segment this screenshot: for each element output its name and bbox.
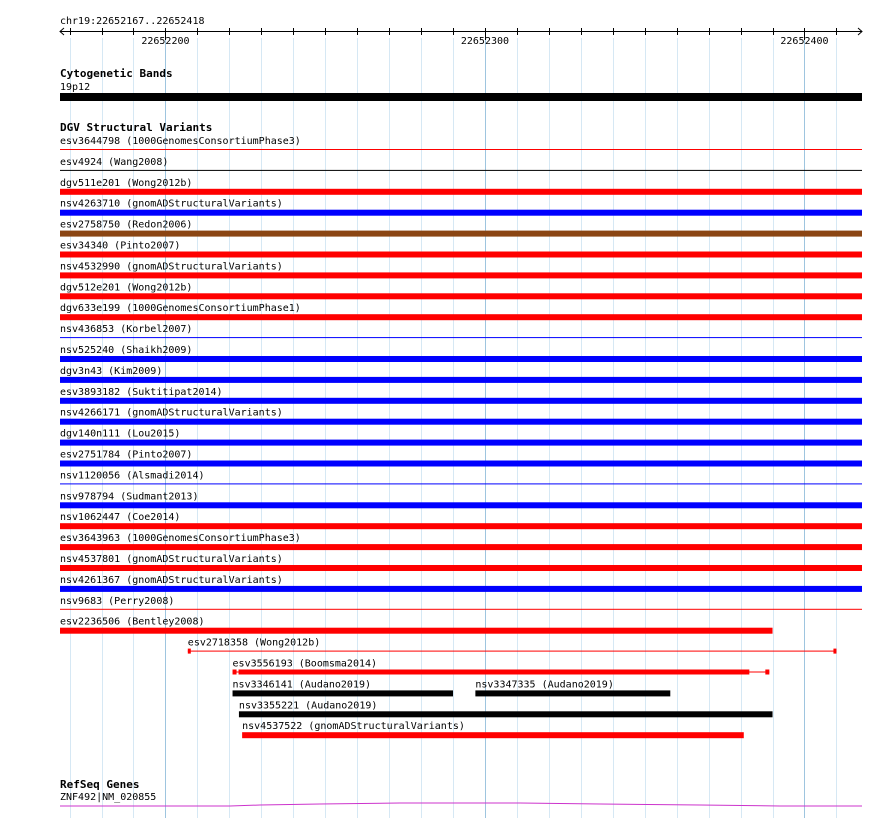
dgv-variant-row[interactable] bbox=[188, 638, 837, 654]
region-label: chr19:22652167..22652418 bbox=[60, 16, 205, 27]
dgv-variant-label: dgv511e201 (Wong2012b) bbox=[60, 177, 193, 189]
dgv-variant-bar[interactable] bbox=[475, 690, 670, 696]
dgv-variant-label: esv2751784 (Pinto2007) bbox=[60, 449, 193, 461]
dgv-variant-cap bbox=[188, 649, 191, 654]
dgv-variant-label: esv34340 (Pinto2007) bbox=[60, 240, 181, 252]
dgv-variant-label: esv3644798 (1000GenomesConsortiumPhase3) bbox=[60, 136, 301, 147]
dgv-variant-label: esv3556193 (Boomsma2014) bbox=[232, 658, 378, 670]
dgv-variant-bar[interactable] bbox=[239, 711, 773, 717]
dgv-variant-bar[interactable] bbox=[60, 252, 862, 258]
dgv-variant-bar[interactable] bbox=[60, 189, 862, 195]
dgv-variant-bar[interactable] bbox=[60, 170, 862, 171]
dgv-track-title: DGV Structural Variants bbox=[60, 121, 213, 134]
dgv-variant-bar[interactable] bbox=[60, 210, 862, 216]
grid-lines bbox=[71, 38, 837, 818]
dgv-variant-bar[interactable] bbox=[242, 732, 744, 738]
dgv-variant-label: nsv1062447 (Coe2014) bbox=[60, 512, 181, 524]
dgv-variant-label: nsv4537801 (gnomADStructuralVariants) bbox=[60, 554, 283, 565]
dgv-variant-bar[interactable] bbox=[60, 149, 862, 150]
dgv-variant-label: esv3643963 (1000GenomesConsortiumPhase3) bbox=[60, 533, 301, 545]
dgv-variant-label: nsv4266171 (gnomADStructuralVariants) bbox=[60, 407, 283, 419]
dgv-variant-row[interactable] bbox=[60, 617, 773, 634]
dgv-variant-bar[interactable] bbox=[60, 461, 862, 467]
dgv-variant-bar[interactable] bbox=[60, 293, 862, 299]
dgv-variant-block bbox=[765, 670, 769, 675]
dgv-variant-label: nsv525240 (Shaikh2009) bbox=[60, 345, 193, 356]
dgv-variant-bar[interactable] bbox=[60, 398, 862, 404]
cytoband-track-title: Cytogenetic Bands bbox=[60, 67, 173, 80]
cytoband-bar[interactable] bbox=[60, 93, 862, 101]
dgv-variant-label: esv2758750 (Redon2006) bbox=[60, 219, 193, 231]
dgv-variant-row[interactable] bbox=[233, 659, 770, 675]
dgv-variant-row[interactable] bbox=[475, 679, 670, 696]
dgv-variant-bar[interactable] bbox=[60, 419, 862, 425]
dgv-variant-cap bbox=[833, 649, 836, 654]
dgv-variant-bar[interactable] bbox=[60, 337, 862, 338]
dgv-variant-label: nsv978794 (Sudmant2013) bbox=[60, 491, 199, 503]
dgv-variant-label: dgv633e199 (1000GenomesConsortiumPhase1) bbox=[60, 303, 301, 315]
dgv-variant-bar[interactable] bbox=[60, 483, 862, 484]
dgv-variant-label: esv3893182 (Suktitipat2014) bbox=[60, 386, 223, 398]
dgv-variant-label: nsv4261367 (gnomADStructuralVariants) bbox=[60, 574, 283, 586]
dgv-variant-bar[interactable] bbox=[60, 440, 862, 446]
dgv-variant-row[interactable] bbox=[233, 679, 453, 696]
dgv-variant-bar[interactable] bbox=[60, 586, 862, 592]
dgv-variant-label: dgv3n43 (Kim2009) bbox=[60, 365, 163, 377]
refseq-track-title: RefSeq Genes bbox=[60, 778, 140, 791]
dgv-variant-block bbox=[239, 670, 750, 675]
dgv-variant-label: dgv512e201 (Wong2012b) bbox=[60, 282, 193, 294]
dgv-variant-bar[interactable] bbox=[60, 231, 862, 237]
dgv-variant-bar[interactable] bbox=[60, 272, 862, 278]
dgv-variant-bar[interactable] bbox=[60, 609, 862, 610]
refseq-gene-label: ZNF492|NM_020855 bbox=[60, 792, 157, 803]
cytoband-label: 19p12 bbox=[60, 82, 91, 93]
dgv-variant-label: nsv3355221 (Audano2019) bbox=[238, 700, 378, 712]
dgv-variant-label: nsv4263710 (gnomADStructuralVariants) bbox=[60, 198, 283, 210]
dgv-variant-label: nsv436853 (Korbel2007) bbox=[60, 324, 193, 336]
dgv-variant-bar[interactable] bbox=[60, 565, 862, 571]
dgv-variant-bar[interactable] bbox=[60, 544, 862, 550]
dgv-variant-bar[interactable] bbox=[60, 314, 862, 320]
dgv-variant-label: nsv3347335 (Audano2019) bbox=[475, 679, 614, 691]
dgv-variant-label: esv2718358 (Wong2012b) bbox=[187, 637, 321, 649]
dgv-variant-bar[interactable] bbox=[233, 690, 453, 696]
ruler-tick-label: 22652400 bbox=[780, 36, 829, 47]
dgv-variant-label: nsv4532990 (gnomADStructuralVariants) bbox=[60, 261, 283, 273]
dgv-variant-label: esv4924 (Wang2008) bbox=[60, 156, 169, 168]
dgv-variant-bar[interactable] bbox=[60, 502, 862, 508]
dgv-variant-bar[interactable] bbox=[60, 377, 862, 383]
dgv-variant-bar[interactable] bbox=[60, 628, 773, 634]
dgv-variant-bar[interactable] bbox=[60, 356, 862, 362]
dgv-variant-bar[interactable] bbox=[188, 651, 837, 652]
dgv-variant-row[interactable] bbox=[239, 700, 773, 717]
dgv-variant-row[interactable] bbox=[242, 721, 744, 738]
dgv-variant-label: nsv3346141 (Audano2019) bbox=[232, 679, 372, 691]
dgv-variant-label: nsv4537522 (gnomADStructuralVariants) bbox=[242, 721, 465, 733]
dgv-variant-label: nsv9683 (Perry2008) bbox=[60, 595, 175, 607]
dgv-variant-label: dgv140n111 (Lou2015) bbox=[60, 428, 181, 440]
dgv-variant-block bbox=[233, 670, 237, 675]
dgv-variant-bar[interactable] bbox=[60, 523, 862, 529]
dgv-variant-label: esv2236506 (Bentley2008) bbox=[60, 616, 205, 628]
dgv-variant-label: nsv1120056 (Alsmadi2014) bbox=[60, 470, 205, 482]
ruler-tick-label: 22652300 bbox=[460, 36, 510, 47]
ruler-tick-label: 22652200 bbox=[141, 36, 190, 47]
